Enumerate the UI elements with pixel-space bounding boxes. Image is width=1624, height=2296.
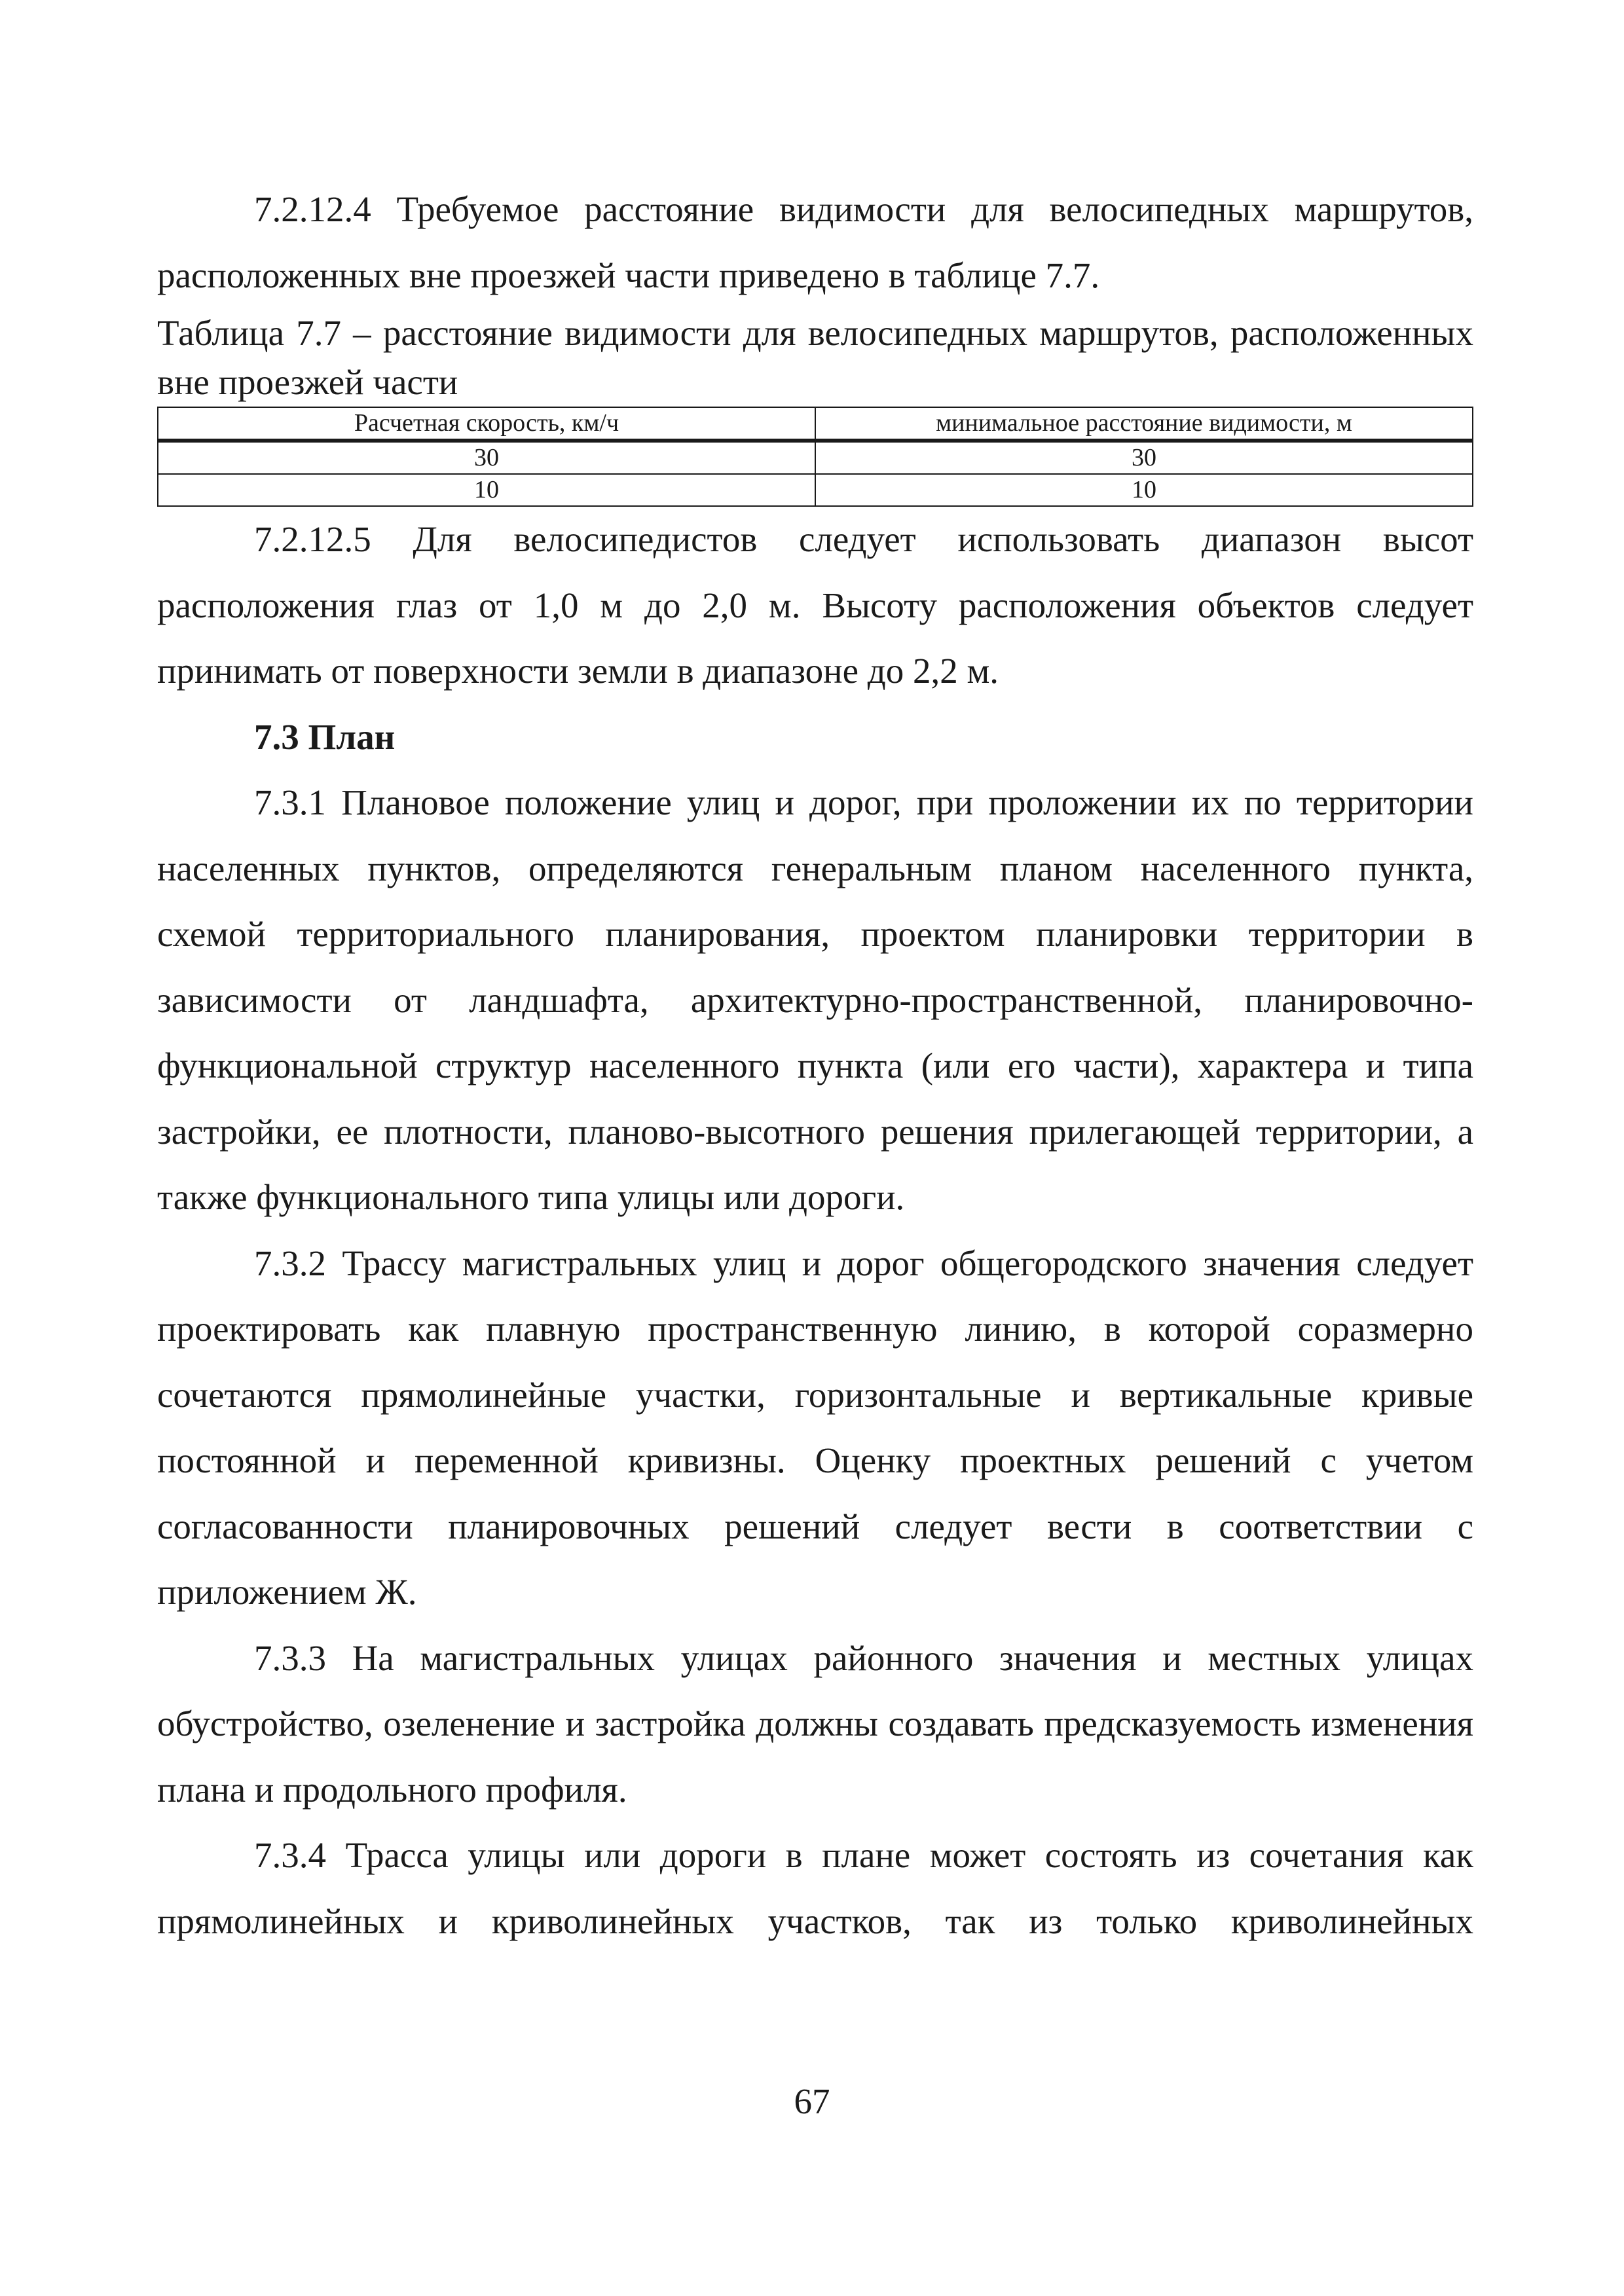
table-header-cell: Расчетная скорость, км/ч <box>158 407 815 441</box>
document-page <box>157 177 1473 1954</box>
table-cell: 30 <box>815 441 1473 474</box>
visibility-table <box>157 407 1473 507</box>
paragraph-7-3-1: 7.3.1 Плановое положение улиц и дорог, при проложении их по территории населенных пунктов, определяются генеральным планом населенного пункта, схемой территориального планирования, проектом планировки территории в зависимости от ландшафта, архитектурно-пространственной, планировочно-функциональной структур населенного пункта (или его части), характера и типа застройки, ее плотности, планово-высотного решения прилегающей территории, а также функционального типа улицы или дороги. <box>157 782 1473 1217</box>
table-header-cell: минимальное расстояние видимости, м <box>815 407 1473 441</box>
table-caption: Таблица 7.7 – расстояние видимости для велосипедных маршрутов, расположенных вне проезжей части <box>157 313 1473 402</box>
table-row <box>158 441 1473 474</box>
paragraph-7-2-12-5: 7.2.12.5 Для велосипедистов следует использовать диапазон высот расположения глаз от 1,0 м до 2,0 м. Высоту расположения объектов следует принимать от поверхности земли в диапазоне до 2,2 м. <box>157 519 1473 691</box>
table-header-row <box>158 407 1473 441</box>
table-cell: 10 <box>815 474 1473 506</box>
section-heading: 7.3 План <box>254 716 396 757</box>
paragraph-7-2-12-4: 7.2.12.4 Требуемое расстояние видимости для велосипедных маршрутов, расположенных вне проезжей части приведено в таблице 7.7. <box>157 189 1473 295</box>
page-number: 67 <box>794 2081 830 2121</box>
paragraph-7-3-4: 7.3.4 Трасса улицы или дороги в плане может состоять из сочетания как прямолинейных и криволинейных участков, так из только криволинейных <box>157 1835 1473 1941</box>
table-row <box>158 474 1473 506</box>
table-cell: 30 <box>158 441 815 474</box>
paragraph-7-3-3: 7.3.3 На магистральных улицах районного значения и местных улицах обустройство, озеленение и застройка должны создавать предсказуемость изменения плана и продольного профиля. <box>157 1637 1473 1810</box>
table-cell: 10 <box>158 474 815 506</box>
paragraph-7-3-2: 7.3.2 Трассу магистральных улиц и дорог общегородского значения следует проектировать как плавную пространственную линию, в которой соразмерно сочетаются прямолинейные участки, горизонтальные и вертикальные кривые постоянной и переменной кривизны. Оценку проектных решений с учетом согласованности планировочных решений следует вести в соответствии с приложением Ж. <box>157 1243 1473 1612</box>
